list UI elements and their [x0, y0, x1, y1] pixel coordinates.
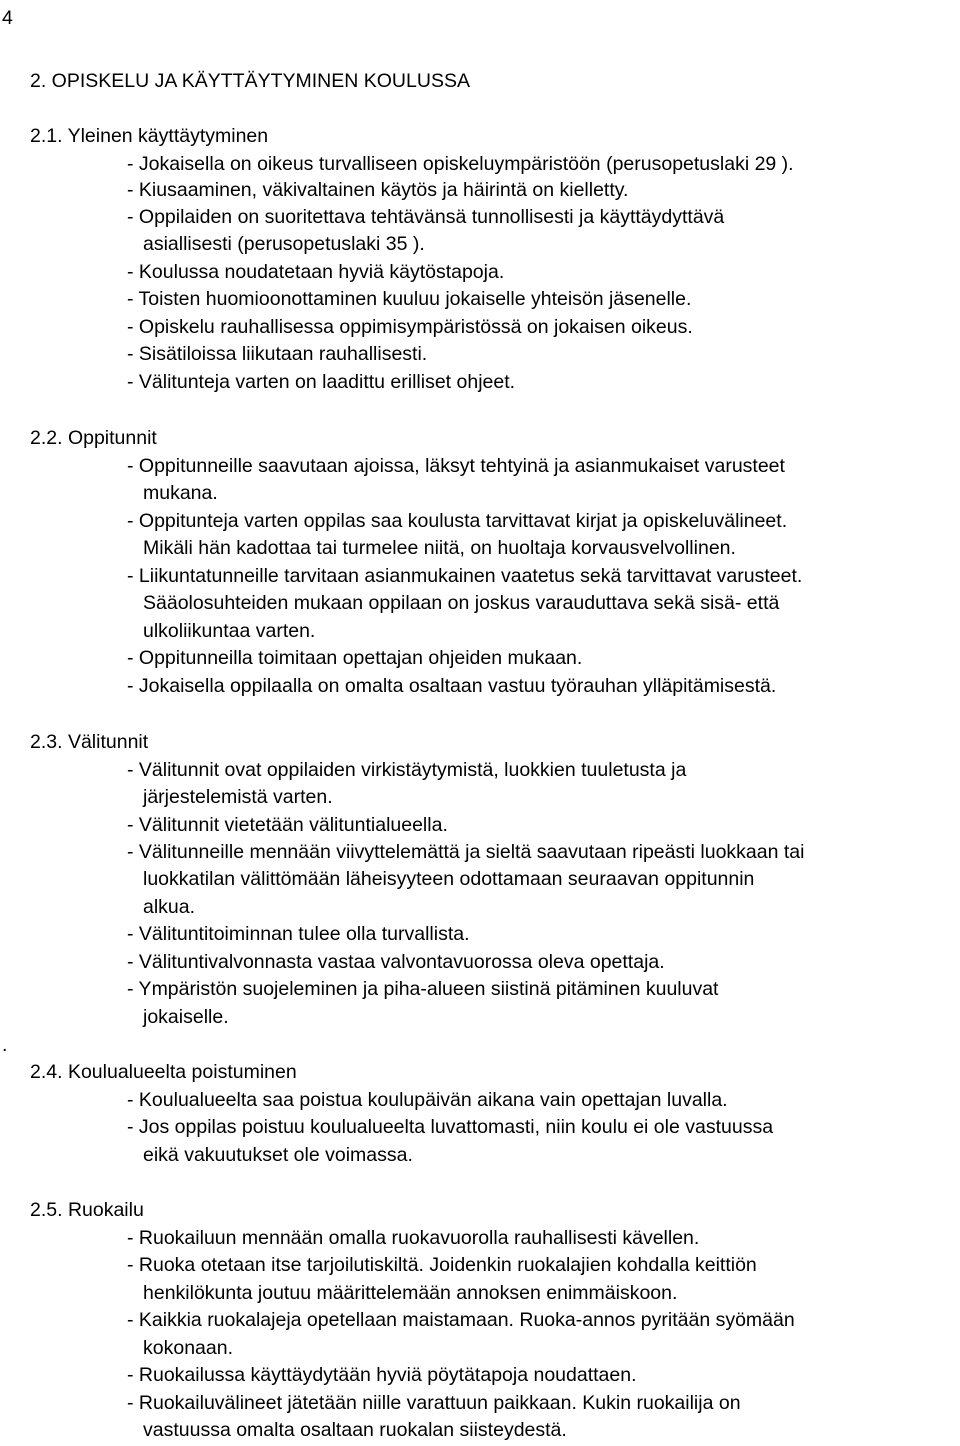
list-item-continuation: vastuussa omalta osaltaan ruokalan siisteydestä. — [143, 1419, 567, 1441]
section-heading: 2.1. Yleinen käyttäytyminen — [30, 125, 269, 147]
list-item: - Ruoka otetaan itse tarjoilutiskiltä. Joidenkin ruokalajien kohdalla keittiön — [127, 1254, 757, 1276]
list-item: - Jokaisella oppilaalla on omalta osaltaan vastuu työrauhan ylläpitämisestä. — [127, 675, 777, 697]
list-item: - Välitunnit vietetään välituntialueella. — [127, 814, 448, 836]
list-item: - Ruokailussa käyttäydytään hyviä pöytätapoja noudattaen. — [127, 1364, 637, 1386]
list-item-continuation: henkilökunta joutuu määrittelemään annoksen enimmäiskoon. — [143, 1282, 678, 1304]
list-item: - Koulualueelta saa poistua koulupäivän aikana vain opettajan luvalla. — [127, 1089, 728, 1111]
list-item-continuation: järjestelemistä varten. — [143, 786, 333, 808]
list-item: - Kiusaaminen, väkivaltainen käytös ja häirintä on kielletty. — [127, 179, 629, 201]
list-item: - Liikuntatunneille tarvitaan asianmukainen vaatetus sekä tarvittavat varusteet. — [127, 565, 803, 587]
list-item-continuation: kokonaan. — [143, 1337, 233, 1359]
section-heading: 2.4. Koulualueelta poistuminen — [30, 1061, 297, 1083]
list-item: - Jokaisella on oikeus turvalliseen opiskeluympäristöön (perusopetuslaki 29 ). — [127, 153, 794, 175]
list-item: - Välituntivalvonnasta vastaa valvontavuorossa oleva opettaja. — [127, 951, 665, 973]
list-item: - Ruokailuvälineet jätetään niille varattuun paikkaan. Kukin ruokailija on — [127, 1392, 741, 1414]
list-item-continuation: luokkatilan välittömään läheisyyteen odottamaan seuraavan oppitunnin — [143, 868, 755, 890]
list-item: - Ruokailuun mennään omalla ruokavuorolla rauhallisesti kävellen. — [127, 1227, 700, 1249]
list-item-continuation: mukana. — [143, 482, 218, 504]
list-item: - Jos oppilas poistuu koulualueelta luvattomasti, niin koulu ei ole vastuussa — [127, 1116, 774, 1138]
section-heading: 2.2. Oppitunnit — [30, 427, 157, 449]
list-item: - Oppilaiden on suoritettava tehtävänsä tunnollisesti ja käyttäydyttävä — [127, 206, 725, 228]
list-item: - Oppitunteja varten oppilas saa koulusta tarvittavat kirjat ja opiskeluvälineet. — [127, 510, 788, 532]
list-item: - Välitunteja varten on laadittu erilliset ohjeet. — [127, 371, 516, 393]
list-item: - Toisten huomioonottaminen kuuluu jokaiselle yhteisön jäsenelle. — [127, 288, 692, 310]
section-heading: 2.5. Ruokailu — [30, 1199, 144, 1221]
list-item: - Ympäristön suojeleminen ja piha-alueen siistinä pitäminen kuuluvat — [127, 978, 719, 1000]
list-item-continuation: ulkoliikuntaa varten. — [143, 620, 316, 642]
list-item: - Välituntitoiminnan tulee olla turvallista. — [127, 923, 470, 945]
list-item-continuation: alkua. — [143, 896, 196, 918]
list-item-continuation: Sääolosuhteiden mukaan oppilaan on joskus varauduttava sekä sisä- että — [143, 592, 780, 614]
list-item-continuation: jokaiselle. — [143, 1006, 229, 1028]
section-heading: 2.3. Välitunnit — [30, 731, 149, 753]
list-item: - Oppitunneilla toimitaan opettajan ohjeiden mukaan. — [127, 647, 583, 669]
list-item: - Välitunneille mennään viivyttelemättä ja sieltä saavutaan ripeästi luokkaan tai — [127, 841, 805, 863]
list-item: - Sisätiloissa liikutaan rauhallisesti. — [127, 343, 428, 365]
stray-dot: . — [2, 1034, 8, 1056]
list-item-continuation: eikä vakuutukset ole voimassa. — [143, 1144, 413, 1166]
list-item: - Opiskelu rauhallisessa oppimisympäristössä on jokaisen oikeus. — [127, 316, 693, 338]
list-item: - Kaikkia ruokalajeja opetellaan maistamaan. Ruoka-annos pyritään syömään — [127, 1309, 795, 1331]
list-item: - Välitunnit ovat oppilaiden virkistäytymistä, luokkien tuuletusta ja — [127, 759, 687, 781]
chapter-heading: 2. OPISKELU JA KÄYTTÄYTYMINEN KOULUSSA — [30, 70, 470, 92]
list-item-continuation: Mikäli hän kadottaa tai turmelee niitä, on huoltaja korvausvelvollinen. — [143, 537, 736, 559]
list-item: - Koulussa noudatetaan hyviä käytöstapoja. — [127, 261, 505, 283]
page-number: 4 — [2, 7, 13, 29]
list-item: - Oppitunneille saavutaan ajoissa, läksyt tehtyinä ja asianmukaiset varusteet — [127, 455, 785, 477]
list-item-continuation: asiallisesti (perusopetuslaki 35 ). — [143, 233, 425, 255]
